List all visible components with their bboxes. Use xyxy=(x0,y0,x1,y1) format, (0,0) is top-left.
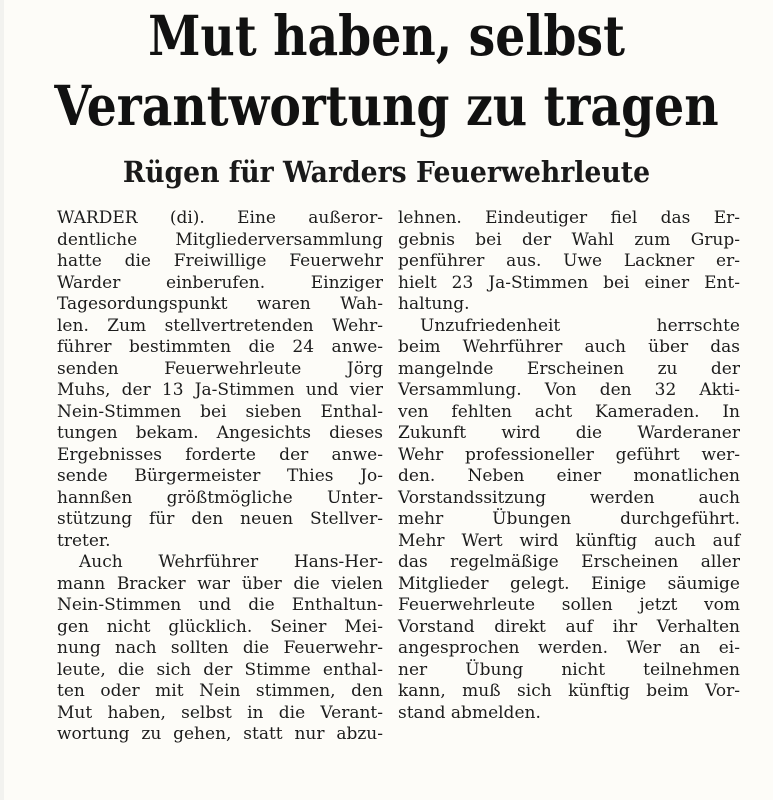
text-line: gebnis bei der Wahl zum Grup- xyxy=(398,229,740,250)
text-line: Tagesordungspunkt waren Wah- xyxy=(57,294,383,314)
text-line: stand abmelden. xyxy=(398,702,541,723)
text-line: Versammlung. Von den 32 Akti- xyxy=(398,380,740,400)
headline-line-2: Verantwortung zu tragen xyxy=(54,73,719,138)
subheadline: Rügen für Warders Feuerwehrleute xyxy=(122,155,651,189)
text-line: Mut haben, selbst in die Verant- xyxy=(57,702,383,723)
text-line: beim Wehrführer auch über das xyxy=(398,337,740,357)
text-line: das regelmäßige Erscheinen aller xyxy=(398,552,740,572)
text-line: Ergebnisses forderte der anwe- xyxy=(57,444,383,465)
text-line: nung nach sollten die Feuerwehr- xyxy=(57,638,383,658)
text-line: leute, die sich der Stimme enthal- xyxy=(57,659,383,680)
text-line: Vorstand direkt auf ihr Verhalten xyxy=(398,616,740,637)
text-line: hannßen größtmögliche Unter- xyxy=(57,487,383,508)
text-line: haltung. xyxy=(398,294,470,314)
text-line: Muhs, der 13 Ja-Stimmen und vier xyxy=(57,380,383,400)
text-line: ner Übung nicht teilnehmen xyxy=(398,659,740,680)
text-line: WARDER (di). Eine außeror- xyxy=(57,208,383,228)
text-line: den. Neben einer monatlichen xyxy=(398,466,740,486)
text-line: senden Feuerwehrleute Jörg xyxy=(57,358,383,379)
text-line: dentliche Mitgliederversammlung xyxy=(57,229,383,250)
text-line: kann, muß sich künftig beim Vor- xyxy=(398,681,740,701)
text-line: Auch Wehrführer Hans-Her- xyxy=(79,552,383,572)
text-line: gen nicht glücklich. Seiner Mei- xyxy=(57,616,383,637)
text-line: lehnen. Eindeutiger fiel das Er- xyxy=(398,208,740,228)
text-line: ten oder mit Nein stimmen, den xyxy=(57,681,383,701)
page-edge xyxy=(0,0,4,800)
text-line: Mehr Wert wird künftig auch auf xyxy=(398,530,740,551)
text-line: Nein-Stimmen und die Enthaltun- xyxy=(57,595,383,615)
text-line: Feuerwehrleute sollen jetzt vom xyxy=(398,595,740,615)
text-line: tungen bekam. Angesichts dieses xyxy=(57,423,383,443)
text-line: Vorstandssitzung werden auch xyxy=(398,487,740,508)
text-line: angesprochen werden. Wer an ei- xyxy=(398,638,740,658)
text-line: wortung zu gehen, statt nur abzu- xyxy=(57,724,383,744)
text-line: treter. xyxy=(57,530,111,551)
text-line: Unzufriedenheit herrschte xyxy=(420,315,740,336)
text-line: führer bestimmten die 24 anwe- xyxy=(57,337,383,357)
text-line: Wehr professioneller geführt wer- xyxy=(398,444,740,465)
text-line: Warder einberufen. Einziger xyxy=(57,272,383,293)
text-line: sende Bürgermeister Thies Jo- xyxy=(57,466,383,486)
text-line: hielt 23 Ja-Stimmen bei einer Ent- xyxy=(398,272,740,293)
text-line: hatte die Freiwillige Feuerwehr xyxy=(57,251,383,271)
text-line: penführer aus. Uwe Lackner er- xyxy=(398,251,740,271)
headline-line-1: Mut haben, selbst xyxy=(148,3,625,68)
article-column-1 xyxy=(57,208,383,746)
text-line: ven fehlten acht Kameraden. In xyxy=(398,401,740,422)
text-line: Mitglieder gelegt. Einige säumige xyxy=(398,573,740,594)
text-line: Nein-Stimmen bei sieben Enthal- xyxy=(57,401,383,422)
text-line: mehr Übungen durchgeführt. xyxy=(398,509,740,529)
text-line: mann Bracker war über die vielen xyxy=(57,573,383,594)
text-line: Zukunft wird die Warderaner xyxy=(398,423,740,443)
article-column-2 xyxy=(398,208,740,724)
text-line: len. Zum stellvertretenden Wehr- xyxy=(57,315,383,336)
text-line: mangelnde Erscheinen zu der xyxy=(398,358,740,379)
text-line: stützung für den neuen Stellver- xyxy=(57,509,383,529)
